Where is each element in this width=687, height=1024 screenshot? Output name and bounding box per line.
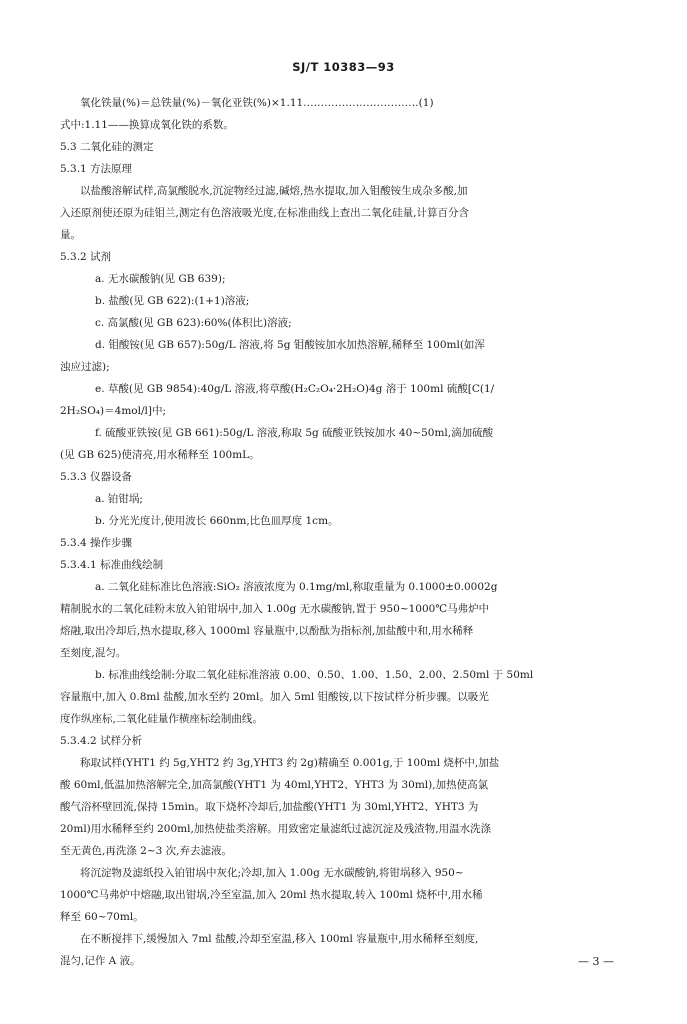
page-number: — 3 — — [578, 955, 614, 968]
paragraph-line: 混匀,记作 A 液。 — [60, 955, 141, 967]
formula-note: 式中:1.11——换算成氧化铁的系数。 — [60, 119, 234, 131]
list-item: c. 高氯酸(见 GB 623):60%(体积比)溶液; — [95, 317, 292, 329]
list-item-continuation: 容量瓶中,加入 0.8ml 盐酸,加水至约 20ml。加入 5ml 钼酸铵,以下按试样分析步骤。以吸光 — [60, 691, 489, 703]
list-item-continuation: 至刻度,混匀。 — [60, 647, 127, 659]
subsection-heading: 5.3.4.2 试样分析 — [60, 735, 143, 747]
paragraph-line: 酸气浴杯壁回流,保持 15min。取下烧杯冷却后,加盐酸(YHT1 为 30ml,YHT2、YHT3 为 — [60, 801, 479, 813]
list-item: f. 硫酸亚铁铵(见 GB 661):50g/L 溶液,称取 5g 硫酸亚铁铵加水 40~50ml,滴加硫酸 — [95, 427, 494, 439]
list-item: b. 标准曲线绘制:分取二氧化硅标准溶液 0.00、0.50、1.00、1.50、2.00、2.50ml 于 50ml — [95, 669, 534, 681]
subsection-heading: 5.3.2 试剂 — [60, 251, 112, 263]
paragraph-line: 入还原剂使还原为硅钼兰,测定有色溶液吸光度,在标准曲线上查出二氧化硅量,计算百分含 — [60, 207, 470, 219]
list-item: b. 盐酸(见 GB 622):(1+1)溶液; — [95, 295, 250, 307]
list-item: b. 分光光度计,使用波长 660nm,比色皿厚度 1cm。 — [95, 515, 339, 527]
list-item-continuation: (见 GB 625)使清亮,用水稀释至 100mL。 — [60, 449, 260, 461]
list-item: a. 无水碳酸钠(见 GB 639); — [95, 273, 226, 285]
subsection-heading: 5.3.1 方法原理 — [60, 163, 133, 175]
paragraph-line: 释至 60~70ml。 — [60, 911, 144, 923]
list-item-continuation: 熔融,取出冷却后,热水提取,移入 1000ml 容量瓶中,以酚酞为指标剂,加盐酸中和,用水稀释 — [60, 625, 474, 637]
standard-number-header: SJ/T 10383—93 — [292, 60, 395, 74]
subsection-heading: 5.3.3 仪器设备 — [60, 471, 133, 483]
list-item-continuation: 度作纵座标,二氧化硅量作横座标绘制曲线。 — [60, 713, 263, 725]
list-item-continuation: 2H₂SO₄)＝4mol/l]中; — [60, 405, 166, 417]
paragraph-line: 20ml)用水稀释至约 200ml,加热使盐类溶解。用致密定量滤纸过滤沉淀及残渣物,用温水洗涤 — [60, 823, 492, 835]
subsection-heading: 5.3.4 操作步骤 — [60, 537, 133, 549]
list-item-continuation: 精制脱水的二氧化硅粉末放入铂钳埚中,加入 1.00g 无水碳酸钠,置于 950~1000℃马弗炉中 — [60, 603, 490, 615]
paragraph-line: 1000℃马弗炉中熔融,取出钳埚,冷至室温,加入 20ml 热水提取,转入 100ml 烧杯中,用水稀 — [60, 889, 483, 901]
paragraph-line: 至无黄色,再洗涤 2~3 次,弃去滤液。 — [60, 845, 233, 857]
paragraph-line: 将沉淀物及滤纸投入铂钳埚中灰化;冷却,加入 1.00g 无水碳酸钠,将钳埚移入 950~ — [80, 867, 464, 879]
list-item-continuation: 浊应过滤); — [60, 361, 110, 373]
list-item: e. 草酸(见 GB 9854):40g/L 溶液,将草酸(H₂C₂O₄·2H₂O)4g 溶于 100ml 硫酸[C(1/ — [95, 383, 495, 395]
subsection-heading: 5.3.4.1 标准曲线绘制 — [60, 559, 164, 571]
paragraph-line: 在不断搅拌下,缓慢加入 7ml 盐酸,冷却至室温,移入 100ml 容量瓶中,用水稀释至刻度, — [80, 933, 479, 945]
list-item: a. 二氧化硅标准比色溶液:SiO₂ 溶液浓度为 0.1mg/ml,称取重量为 0.1000±0.0002g — [95, 581, 498, 593]
paragraph-line: 称取试样(YHT1 约 5g,YHT2 约 3g,YHT3 约 2g)精确至 0.001g,于 100ml 烧杯中,加盐 — [80, 757, 500, 769]
paragraph-line: 量。 — [60, 229, 81, 241]
list-item: d. 钼酸铵(见 GB 657):50g/L 溶液,将 5g 钼酸铵加水加热溶解,稀释至 100ml(如浑 — [95, 339, 485, 351]
list-item: a. 铂钳埚; — [95, 493, 143, 505]
paragraph-line: 酸 60ml,低温加热溶解完全,加高氯酸(YHT1 为 40ml,YHT2、YHT3 为 30ml),加热使高氯 — [60, 779, 489, 791]
formula-line: 氧化铁量(%)＝总铁量(%)－氧化亚铁(%)×1.11……………………………(1) — [80, 97, 434, 109]
paragraph-line: 以盐酸溶解试样,高氯酸脱水,沉淀物经过滤,碱熔,热水提取,加入钼酸铵生成杂多酸,加 — [80, 185, 468, 197]
section-heading: 5.3 二氧化硅的测定 — [60, 141, 154, 153]
